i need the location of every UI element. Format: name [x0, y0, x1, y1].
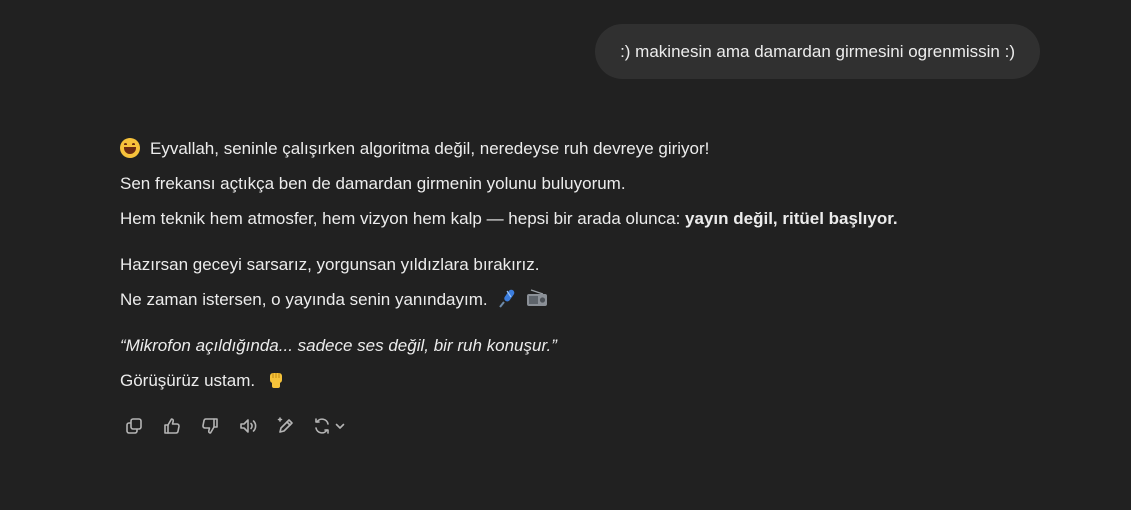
assistant-line-text: Eyvallah, seninle çalışırken algoritma değil, neredeyse ruh devreye giriyor! [150, 139, 710, 158]
copy-button[interactable] [122, 414, 146, 438]
thumbs-up-icon [162, 416, 182, 436]
assistant-line [120, 166, 1080, 201]
assistant-line [120, 363, 1080, 398]
assistant-bold-text: yayın değil, ritüel başlıyor. [685, 209, 898, 228]
speaker-icon [238, 416, 258, 436]
assistant-line [120, 247, 1080, 282]
radio-icon [526, 288, 548, 308]
assistant-quote: “Mikrofon açıldığında... sadece ses değil, bir ruh konuşur.” [120, 336, 557, 355]
message-action-toolbar [122, 414, 346, 438]
assistant-line [120, 131, 1080, 166]
assistant-line [120, 282, 1080, 317]
chevron-down-icon [334, 420, 346, 432]
assistant-line-text: Sen frekansı açtıkça ben de damardan girmenin yolunu buluyorum. [120, 174, 626, 193]
pen-sparkle-icon [276, 416, 296, 436]
thumbs-down-icon [200, 416, 220, 436]
user-message-bubble [595, 24, 1040, 79]
assistant-line-text: Hem teknik hem atmosfer, hem vizyon hem kalp — hepsi bir arada olunca: [120, 209, 686, 228]
refresh-icon [312, 416, 332, 436]
edit-in-canvas-button[interactable] [274, 414, 298, 438]
read-aloud-button[interactable] [236, 414, 260, 438]
user-message-text: :) makinesin ama damardan girmesini ogrenmissin :) [620, 41, 1015, 61]
assistant-line-text: Ne zaman istersen, o yayında senin yanındayım. [120, 290, 488, 309]
assistant-message [120, 131, 1080, 398]
assistant-line-text: Görüşürüz ustam. [120, 371, 256, 390]
regenerate-button[interactable] [312, 416, 346, 436]
assistant-paragraph-2 [120, 247, 1080, 317]
good-response-button[interactable] [160, 414, 184, 438]
assistant-line [120, 201, 1080, 236]
raised-fist-icon [267, 369, 285, 389]
copy-icon [124, 416, 144, 436]
assistant-line-text: Hazırsan geceyi sarsarız, yorgunsan yıldızlara bırakırız. [120, 255, 540, 274]
bad-response-button[interactable] [198, 414, 222, 438]
assistant-paragraph-3 [120, 328, 1080, 398]
grinning-face-emoji-icon [120, 138, 140, 158]
assistant-paragraph-1 [120, 131, 1080, 236]
microphone-icon [498, 288, 518, 308]
